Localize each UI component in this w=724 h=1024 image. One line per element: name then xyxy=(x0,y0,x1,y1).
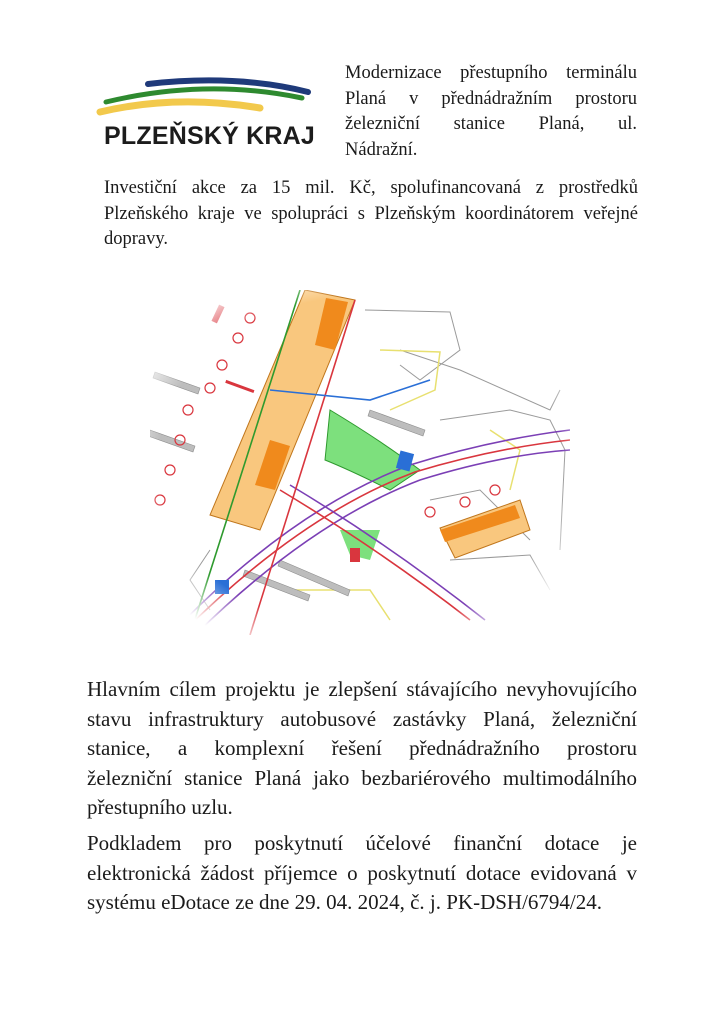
paragraph-line: elektronická žádost příjemce o poskytnutí dotace evidovaná v xyxy=(87,860,637,885)
paragraph-line: přestupního uzlu. xyxy=(87,795,233,819)
paragraph-line: stavu infrastruktury autobusové zastávky Planá, železniční xyxy=(87,706,637,731)
intro-paragraph xyxy=(104,176,638,253)
logo-text: PLZEŇSKÝ KRAJ xyxy=(104,122,315,150)
paragraph-line: železniční stanice Planá jako bezbariérového multimodálního xyxy=(87,765,637,790)
logo-arcs-icon xyxy=(96,72,318,122)
title-line: Modernizace přestupního terminálu xyxy=(345,63,637,83)
main-goal-paragraph xyxy=(87,675,637,823)
title-line: železniční stanice Planá, ul. xyxy=(345,114,637,134)
title-line: Planá v přednádražním prostoru xyxy=(345,88,637,109)
intro-line: Investiční akce za 15 mil. Kč, spolufinancovaná z prostředků xyxy=(104,178,638,198)
paragraph-line: stanice, a komplexní řešení přednádražního prostoru xyxy=(87,736,637,760)
intro-line: Plzeňského kraje ve spolupráci s Plzeňským koordinátorem veřejné xyxy=(104,203,638,224)
paragraph-line: Hlavním cílem projektu je zlepšení stávajícího nevyhovujícího xyxy=(87,677,637,701)
site-plan-image xyxy=(150,290,570,635)
title-line: Nádražní. xyxy=(345,139,418,160)
paragraph-line: systému eDotace ze dne 29. 04. 2024, č. j. PK-DSH/6794/24. xyxy=(87,890,603,914)
subsidy-basis-paragraph xyxy=(87,829,637,918)
paragraph-line: Podkladem pro poskytnutí účelové finanční dotace je xyxy=(87,831,637,855)
plzensky-kraj-logo xyxy=(96,72,318,154)
intro-line: dopravy. xyxy=(104,229,169,249)
document-title xyxy=(345,61,637,163)
